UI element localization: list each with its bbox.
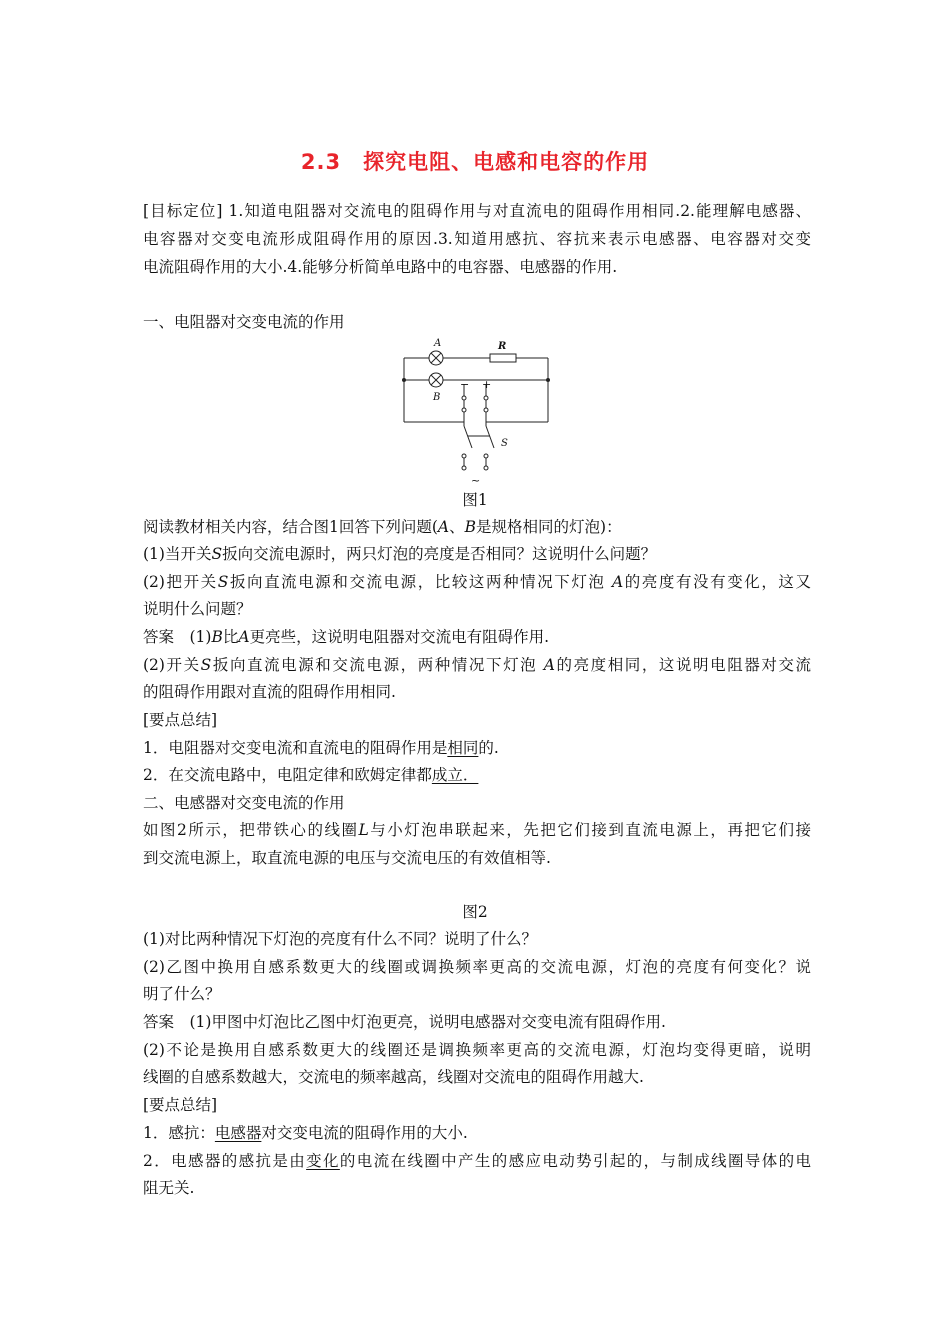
section2-question-1: (1)对比两种情况下灯泡的亮度有什么不同？说明了什么？ — [143, 930, 537, 948]
section2-heading: 二、电感器对交变电流的作用 — [143, 794, 345, 812]
section1-answer-1: 答案 (1)B比A更亮些，这说明电阻器对交流电有阻碍作用. — [143, 628, 550, 646]
label-switch-s: S — [501, 438, 508, 449]
label-lamp-a: A — [434, 338, 442, 349]
circuit-diagram-figure-1 — [398, 336, 558, 486]
label-lamp-b: B — [433, 392, 441, 403]
section1-answer-2-line-1: (2)开关S扳向直流电源和交流电源，两种情况下灯泡 A的亮度相同，这说明电阻器对交流 — [143, 656, 811, 674]
label-resistor-r: R — [498, 341, 507, 352]
section2-answer-1: 答案 (1)甲图中灯泡比乙图中灯泡更亮，说明电感器对交变电流有阻碍作用. — [143, 1013, 666, 1031]
label-plus: + — [482, 378, 492, 391]
section2-question-2-line-1: (2)乙图中换用自感系数更大的线圈或调换频率更高的交流电源，灯泡的亮度有何变化？说 — [143, 958, 811, 976]
junction-right-dot — [546, 378, 550, 382]
label-ac-tilde: ~ — [471, 474, 481, 486]
section2-summary-2-line-1: 2．电感器的感抗是由变化的电流在线圈中产生的感应电动势引起的，与制成线圈导体的电 — [143, 1152, 811, 1170]
section2-summary-heading: [要点总结] — [143, 1096, 218, 1114]
section1-intro: 阅读教材相关内容，结合图1回答下列问题(A、B是规格相同的灯泡)： — [143, 518, 622, 536]
section1-question-2-line-2: 说明什么问题？ — [143, 600, 252, 618]
section2-answer-2-line-1: (2)不论是换用自感系数更大的线圈还是调换频率更高的交流电源，灯泡均变得更暗，说明 — [143, 1041, 811, 1059]
junction-left-dot — [402, 378, 406, 382]
section1-answer-2-line-2: 的阻碍作用跟对直流的阻碍作用相同. — [143, 683, 396, 701]
section2-summary-1: 1．感抗：电感器对交变电流的阻碍作用的大小. — [143, 1124, 468, 1142]
section1-question-1: (1)当开关S扳向交流电源时，两只灯泡的亮度是否相同？这说明什么问题？ — [143, 545, 657, 563]
section1-question-2-line-1: (2)把开关S扳向直流电源和交流电源，比较这两种情况下灯泡 A的亮度有没有变化，这又 — [143, 573, 811, 591]
section1-heading: 一、电阻器对交变电流的作用 — [143, 313, 345, 331]
goal-line-1: [目标定位] 1.知道电阻器对交流电的阻碍作用与对直流电的阻碍作用相同.2.能理解电感器、 — [143, 202, 811, 220]
section1-summary-1: 1．电阻器对交变电流和直流电的阻碍作用是相同的. — [143, 739, 499, 757]
section1-summary-2: 2．在交流电路中，电阻定律和欧姆定律都成立． — [143, 766, 479, 784]
goal-line-3: 电流阻碍作用的大小.4.能够分析简单电路中的电容器、电感器的作用. — [143, 258, 618, 276]
section2-intro-line-2: 到交流电源上，取直流电源的电压与交流电压的有效值相等. — [143, 849, 551, 867]
section2-intro-line-1: 如图2所示，把带铁心的线圈L与小灯泡串联起来，先把它们接到直流电源上，再把它们接 — [143, 821, 811, 839]
section2-summary-2-line-2: 阻无关. — [143, 1179, 195, 1197]
section1-summary-heading: [要点总结] — [143, 711, 218, 729]
figure-1-caption: 图1 — [462, 491, 488, 509]
figure-2-caption: 图2 — [462, 903, 488, 921]
section2-answer-2-line-2: 线圈的自感系数越大，交流电的频率越高，线圈对交流电的阻碍作用越大. — [143, 1068, 644, 1086]
section2-question-2-line-2: 明了什么？ — [143, 985, 221, 1003]
label-minus: − — [460, 378, 470, 391]
page-title: 2.3 探究电阻、电感和电容的作用 — [300, 150, 650, 174]
goal-line-2: 电容器对交变电流形成阻碍作用的原因.3.知道用感抗、容抗来表示电感器、电容器对交变 — [143, 230, 811, 248]
